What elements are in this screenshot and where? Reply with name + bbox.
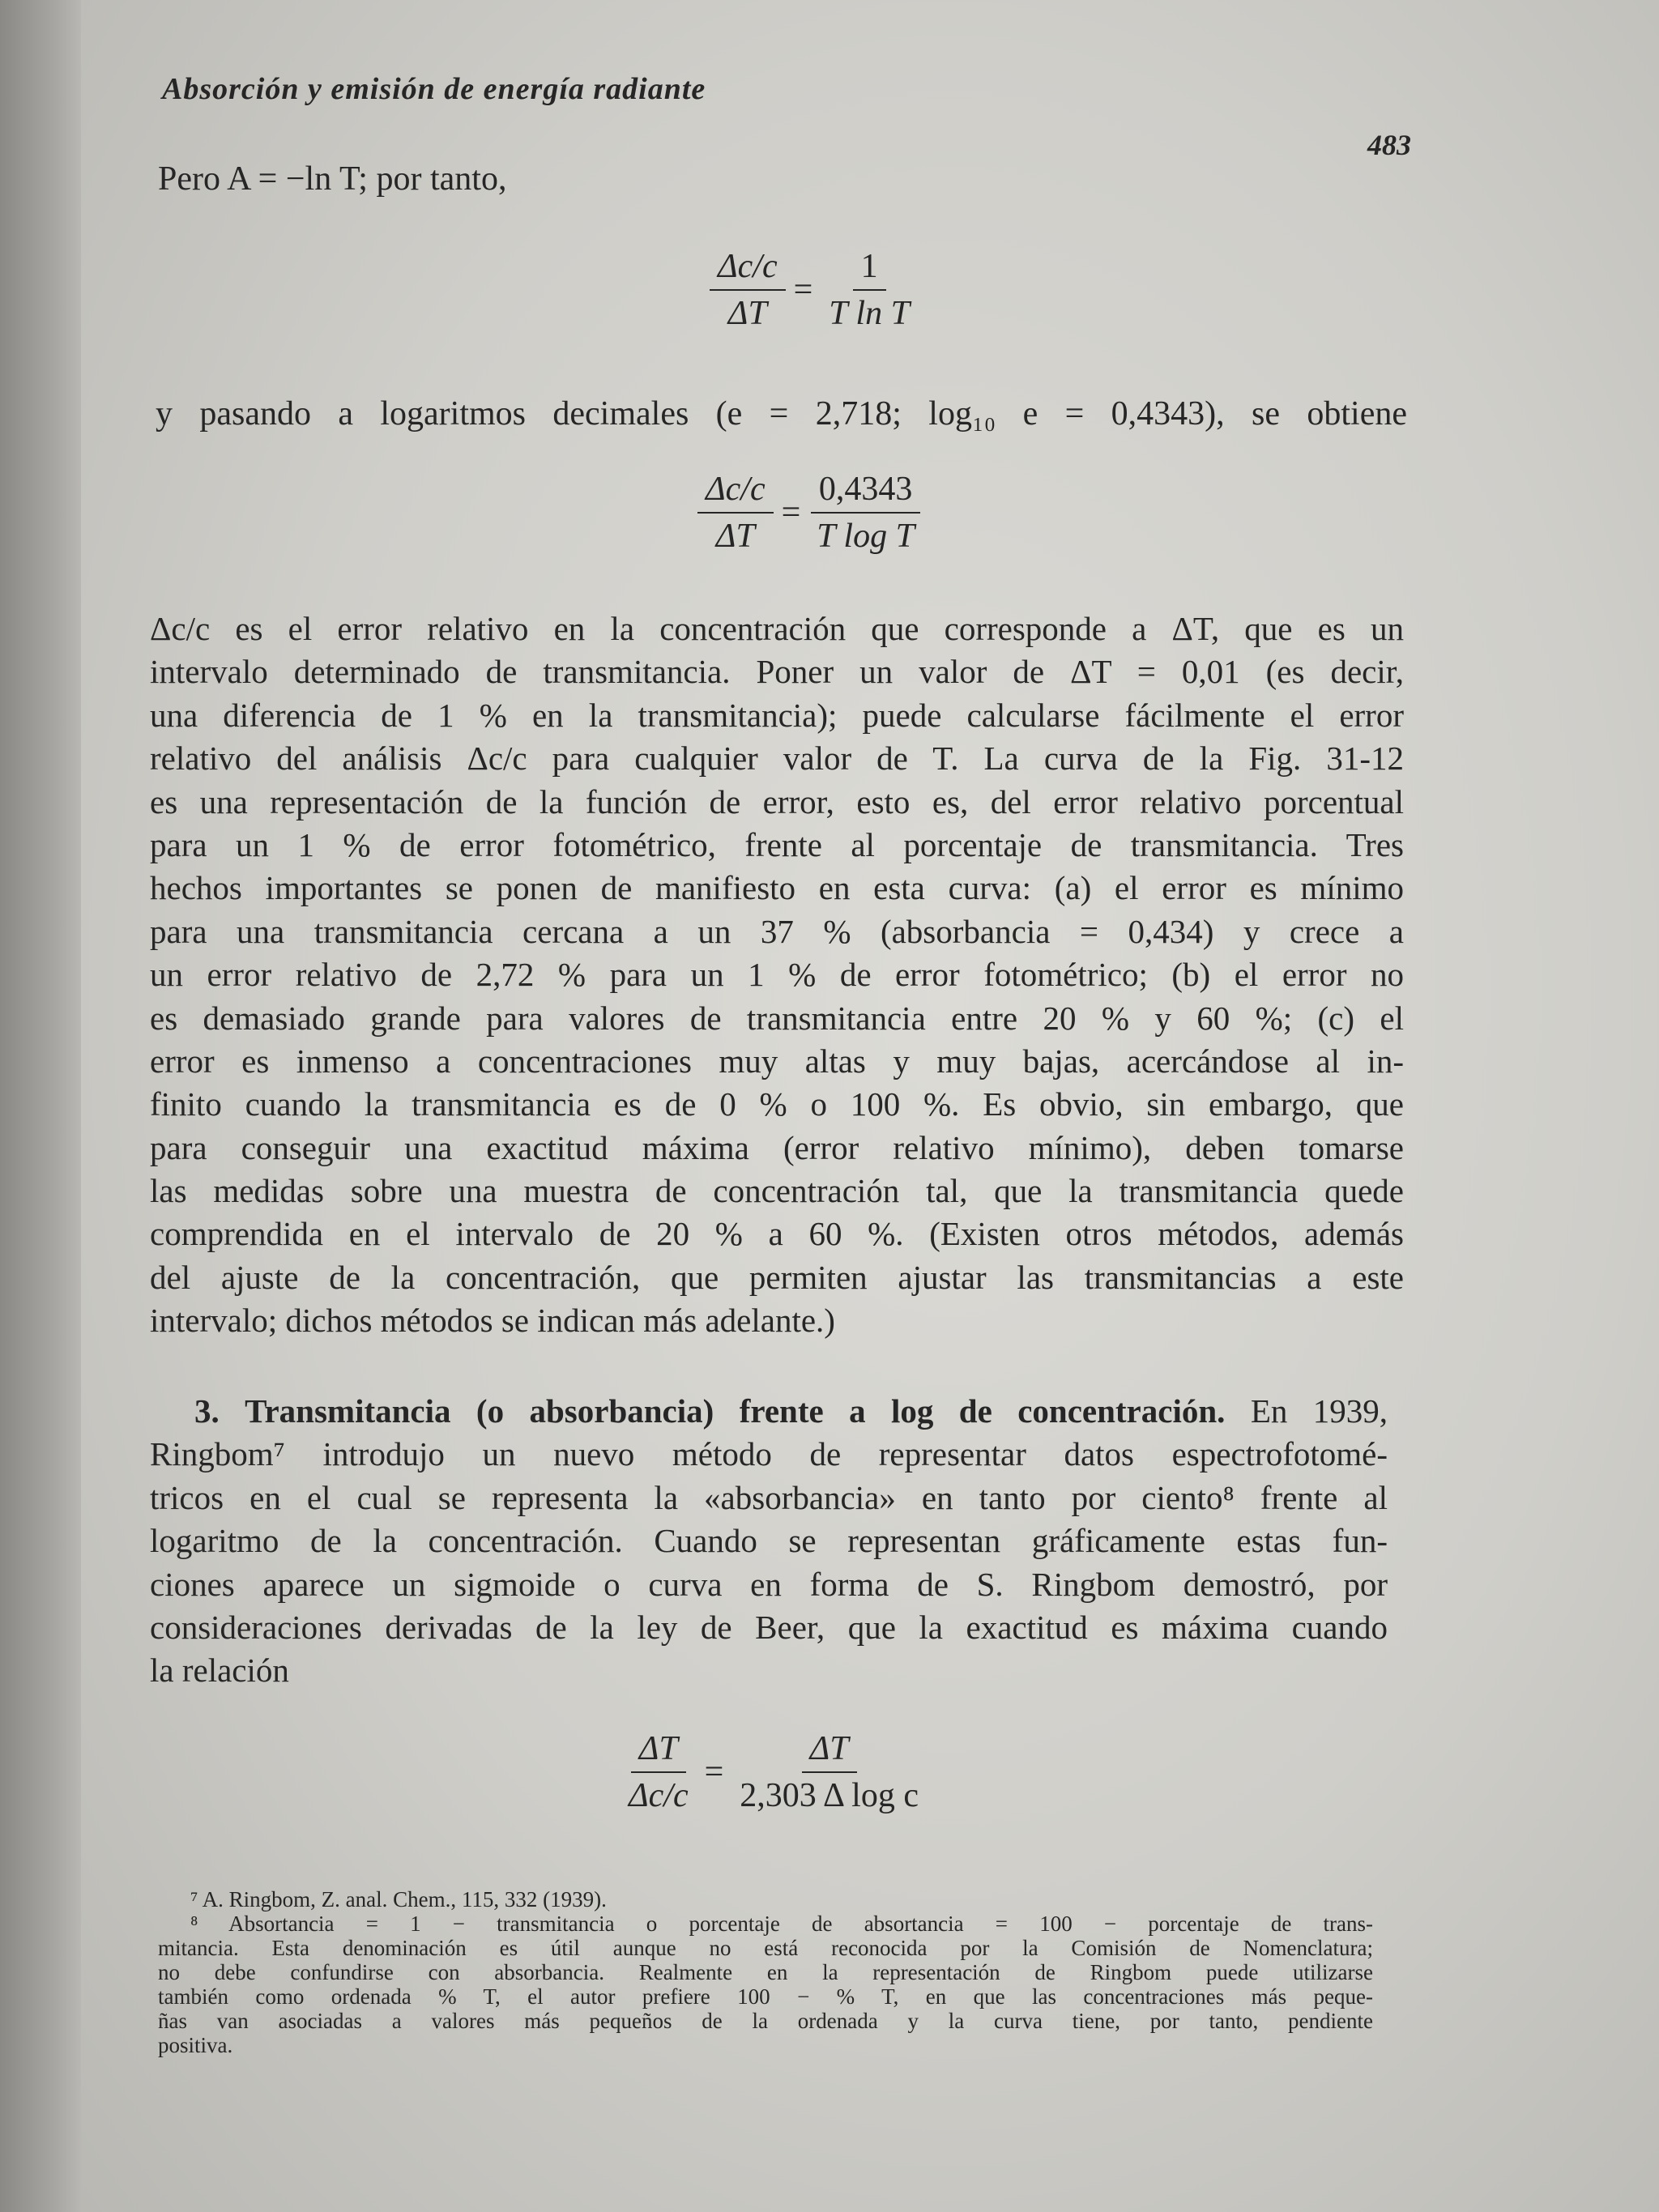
footnote-7: ⁷ A. Ringbom, Z. anal. Chem., 115, 332 (1939).: [190, 1887, 607, 1912]
eq2-equals: =: [781, 494, 801, 531]
section-line: tricos en el cual se representa la «absorbancia» en tanto por ciento⁸ frente al: [150, 1478, 1388, 1516]
section-line: logaritmo de la concentración. Cuando se representan gráficamente estas fun-: [150, 1522, 1388, 1560]
paragraph-line: un error relativo de 2,72 % para un 1 % de error fotométrico; (b) el error no: [150, 956, 1404, 994]
paragraph-line: del ajuste de la concentración, que permiten ajustar las transmitancias a este: [150, 1258, 1404, 1296]
eq2-lhs-denominator: ΔT: [715, 518, 755, 555]
footnote-line: también como ordenada % T, el autor prefiere 100 − % T, en que las concentraciones más peque-: [158, 1984, 1373, 2009]
section-line: consideraciones derivadas de la ley de Beer, que la exactitud es máxima cuando: [150, 1608, 1388, 1646]
paragraph-line: hechos importantes se ponen de manifiesto en esta curva: (a) el error es mínimo: [150, 869, 1404, 907]
book-spine-shadow: [0, 0, 89, 2212]
paragraph-line: para un 1 % de error fotométrico, frente al porcentaje de transmitancia. Tres: [150, 825, 1404, 863]
footnote-8: ⁸ Absortancia = 1 − transmitancia o porcentaje de absortancia = 100 − porcentaje de trans-: [190, 1912, 1373, 1936]
section-3-heading-line: [150, 1392, 1388, 1434]
eq1-equals: =: [793, 271, 813, 309]
footnote-line: ñas van asociadas a valores más pequeños de la ordenada y la curva tiene, por tanto, pendiente: [158, 2009, 1373, 2033]
paragraph-line: intervalo; dichos métodos se indican más adelante.): [150, 1302, 835, 1340]
eq3-rhs-denominator: 2,303 Δ log c: [740, 1777, 919, 1814]
section-number: 3.: [194, 1392, 220, 1430]
section-heading: Transmitancia (o absorbancia) frente a log de concentración.: [245, 1392, 1226, 1430]
paragraph-line: intervalo determinado de transmitancia. Poner un valor de ΔT = 0,01 (es decir,: [150, 653, 1404, 691]
paragraph-line: finito cuando la transmitancia es de 0 % o 100 %. Es obvio, sin embargo, que: [150, 1085, 1404, 1123]
eq1-lhs-numerator: Δc/c: [710, 247, 786, 291]
page-number: 483: [1367, 129, 1411, 161]
paragraph-line: para conseguir una exactitud máxima (error relativo mínimo), deben tomarse: [150, 1128, 1404, 1166]
paragraph-line: es demasiado grande para valores de transmitancia entre 20 % y 60 %; (c) el: [150, 999, 1404, 1037]
section-line: Ringbom⁷ introdujo un nuevo método de representar datos espectrofotomé-: [150, 1435, 1388, 1473]
paragraph-line: relativo del análisis Δc/c para cualquier valor de T. La curva de la Fig. 31-12: [150, 739, 1404, 778]
section-line: la relación: [150, 1652, 289, 1690]
section-heading-rest: En 1939,: [1250, 1392, 1388, 1430]
eq3-rhs-numerator: ΔT: [802, 1729, 857, 1773]
error-function-paragraph: [150, 609, 1404, 1345]
eq1-rhs-fraction: [821, 247, 918, 333]
footnote-line: positiva.: [158, 2033, 233, 2057]
eq3-lhs-denominator: Δc/c: [629, 1777, 689, 1814]
equation-3: [616, 1729, 932, 1815]
paragraph-line: comprendida en el intervalo de 20 % a 60 %. (Existen otros métodos, además: [150, 1215, 1404, 1253]
eq1-rhs-numerator: 1: [853, 247, 886, 291]
section-3: [150, 1392, 1388, 1694]
eq1-lhs-fraction: [710, 247, 786, 333]
running-title: Absorción y emisión de energía radiante: [162, 72, 706, 106]
paragraph-line: es una representación de la función de error, esto es, del error relativo porcentual: [150, 782, 1404, 820]
section-line: ciones aparece un sigmoide o curva en forma de S. Ringbom demostró, por: [150, 1565, 1388, 1603]
eq2-rhs-fraction: [808, 470, 923, 556]
eq3-equals: =: [704, 1754, 724, 1791]
eq1-rhs-denominator: T ln T: [829, 295, 910, 332]
paragraph-line: error es inmenso a concentraciones muy altas y muy bajas, acercándose al in-: [150, 1042, 1404, 1080]
eq2-lhs-fraction: [697, 470, 774, 556]
paragraph-line: para una transmitancia cercana a un 37 % (absorbancia = 0,434) y crece a: [150, 912, 1404, 950]
eq2-rhs-numerator: 0,4343: [811, 470, 921, 514]
footnote-line: no debe confundirse con absorbancia. Realmente en la representación de Ringbom puede utilizarse: [158, 1960, 1373, 1984]
eq3-lhs-fraction: [621, 1729, 697, 1815]
intro-line: Pero A = −ln T; por tanto,: [158, 160, 507, 198]
eq3-lhs-numerator: ΔT: [631, 1729, 686, 1773]
paragraph-line: una diferencia de 1 % en la transmitancia); puede calcularse fácilmente el error: [150, 696, 1404, 734]
eq3-rhs-fraction: [731, 1729, 927, 1815]
equation-1: [705, 247, 923, 333]
eq2-lhs-numerator: Δc/c: [697, 470, 774, 514]
logarithm-line: y pasando a logaritmos decimales (e = 2,718; log₁₀ e = 0,4343), se obtiene: [156, 395, 1407, 433]
eq2-rhs-denominator: T log T: [817, 518, 915, 555]
paragraph-line: las medidas sobre una muestra de concentración tal, que la transmitancia quede: [150, 1172, 1404, 1210]
paragraph-line: Δc/c es el error relativo en la concentración que corresponde a ΔT, que es un: [150, 610, 1404, 647]
equation-2: [693, 470, 928, 556]
footnote-line: mitancia. Esta denominación es útil aunque no está reconocida por la Comisión de Nomenclatura;: [158, 1936, 1373, 1960]
footnotes: [158, 1887, 1373, 2057]
eq1-lhs-denominator: ΔT: [727, 295, 767, 332]
